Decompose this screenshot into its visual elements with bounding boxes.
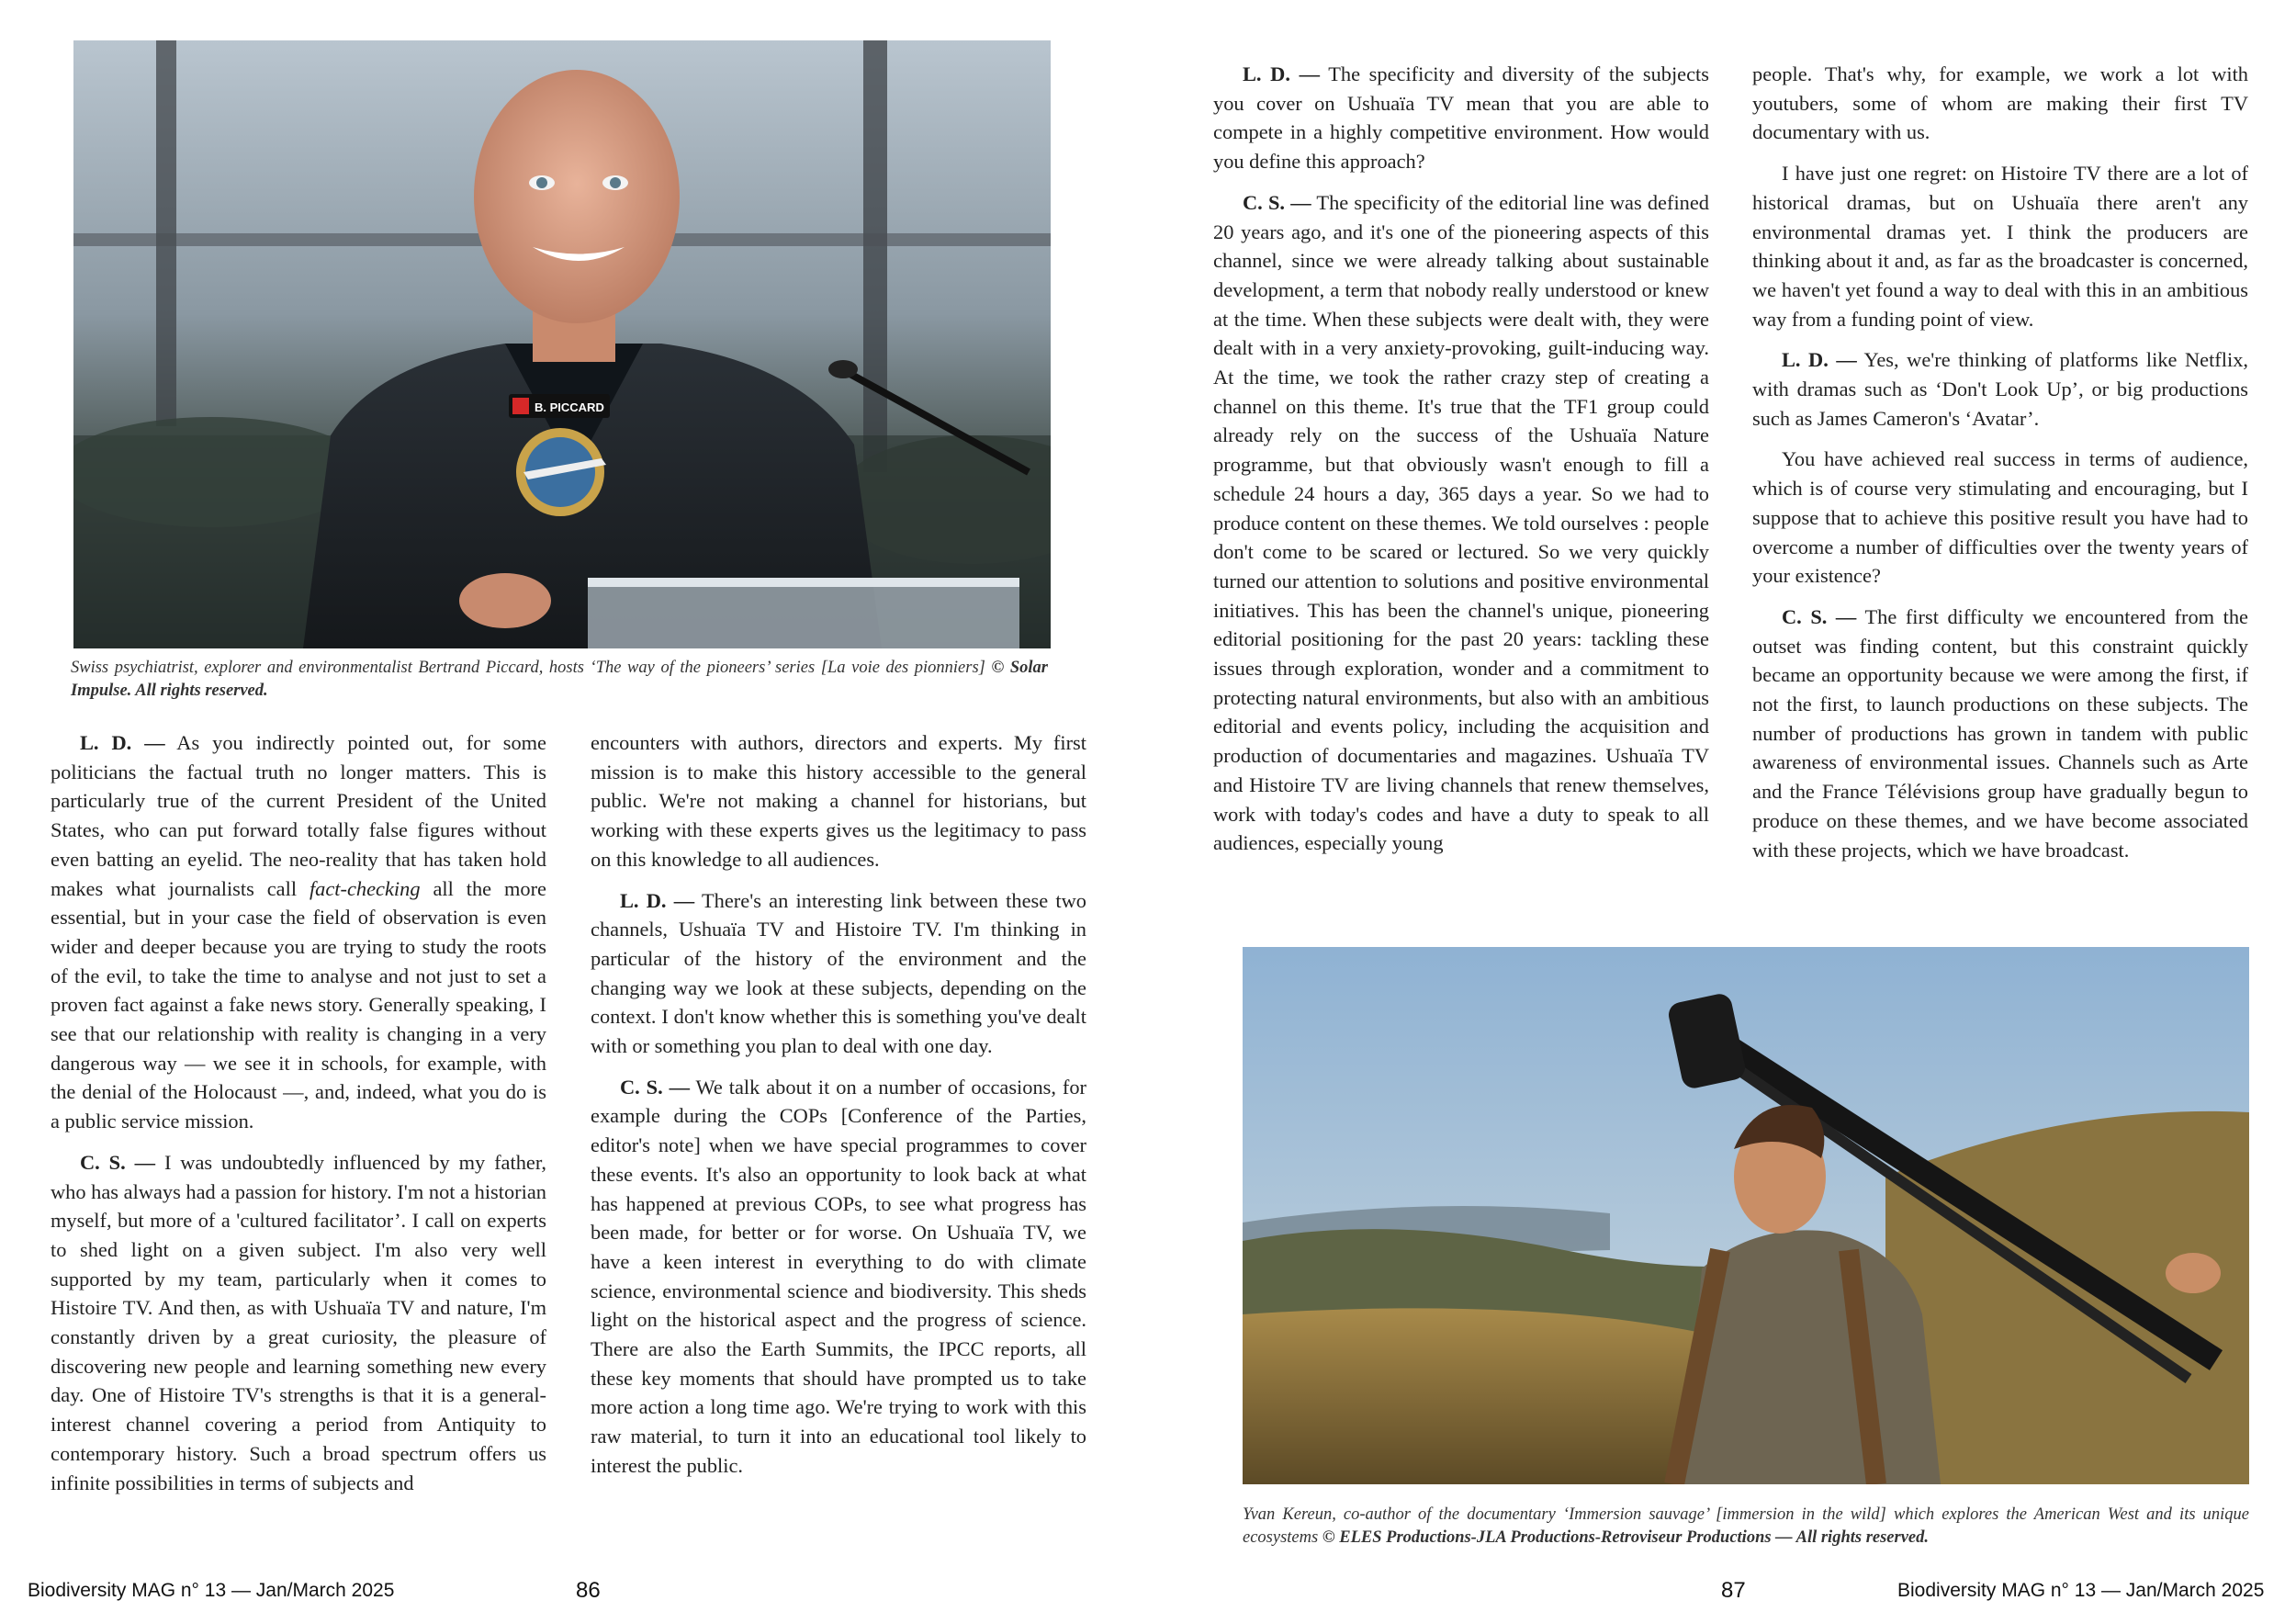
speaker-label: L. D. — — [620, 888, 695, 912]
paragraph-text: I have just one regret: on Histoire TV there are a lot of historical dramas, but on Ushuaïa there aren't any environmental dramas yet. I think the producers are thinking about it and, as far as the broadcaster is concerned, we haven't yet found a way to deal with this in an ambitious way from a funding point of view. — [1752, 162, 2248, 331]
paragraph-text: encounters with authors, directors and experts. My first mission is to make this history accessible to the general public. We're not making a channel for historians, but working with these experts gives us the legitimacy to pass on this knowledge to all audiences. — [591, 731, 1086, 871]
piccard-caption — [71, 657, 1048, 702]
kereun-photo — [1243, 947, 2249, 1484]
interview-paragraph — [1752, 603, 2248, 864]
kereun-photo-image — [1243, 947, 2249, 1484]
caption-text: Yvan Kereun, co-author of the documentary ‘Immersion sauvage’ [immersion in the wild] which explores the American West and its unique ecosystems — [1243, 1505, 2249, 1547]
left-column-2 — [591, 728, 1086, 1493]
paragraph-text: We talk about it on a number of occasions, for example during the COPs [Conference of the Parties, editor's note] when we have special programmes to cover these events. It's also an opportunity to look back at what has happened at previous COPs, to see what progress has been made, for better or for worse. On Ushuaïa TV, we have a keen interest in everything to do with climate science, environmental science and biodiversity. This sheds light on the historical aspect and the progress of science. There are also the Earth Summits, the IPCC reports, all these key moments that should have prompted us to take more action a long time ago. We're trying to work with this raw material, to turn it into an educational tool likely to interest the public. — [591, 1075, 1086, 1477]
caption-credit: © ELES Productions-JLA Productions-Retroviseur Productions — All rights reserved. — [1322, 1527, 1930, 1547]
interview-paragraph — [591, 886, 1086, 1061]
footer-right: Biodiversity MAG n° 13 — Jan/March 2025 — [1897, 1580, 2265, 1601]
right-page — [1148, 0, 2296, 1623]
paragraph-text: people. That's why, for example, we work a lot with youtubers, some of whom are making their first TV documentary with us. — [1752, 62, 2248, 144]
paragraph-text: I was undoubtedly influenced by my father, who has always had a passion for history. I'm not a historian myself, but more of a 'cultured facilitator’. I call on experts to shed light on a given subject. I'm also very well supported by my team, particularly when it comes to Histoire TV. And then, as with Ushuaïa TV and nature, I'm constantly driven by a great curiosity, the pleasure of discovering new people and learning something new every day. One of Histoire TV's strengths is that it is a general-interest channel covering a period from Antiquity to contemporary history. Such a broad spectrum offers us infinite possibilities in terms of subjects and — [51, 1150, 546, 1494]
interview-paragraph — [1752, 60, 2248, 147]
interview-paragraph — [1752, 345, 2248, 433]
right-column-2 — [1752, 60, 2248, 876]
paragraph-text: As you indirectly pointed out, for some politicians the factual truth no longer matters. This is particularly true of the current President of the United States, who can put forward totally false figures without even batting an eyelid. The neo-reality that has taken hold makes what journalists call — [51, 731, 546, 900]
name-badge: B. PICCARD — [535, 400, 604, 414]
speaker-label: L. D. — — [80, 731, 165, 754]
speaker-label: C. S. — — [1782, 604, 1857, 628]
interview-paragraph — [1752, 445, 2248, 591]
piccard-photo — [73, 40, 1051, 648]
paragraph-text: Yes, we're thinking of platforms like Netflix, with dramas such as ‘Don't Look Up’, or big productions such as James Cameron's ‘Avatar’. — [1752, 348, 2249, 430]
paragraph-text: The first difficulty we encountered from the outset was finding content, but this constraint quickly became an opportunity because we were among the first, if not the first, to launch productions on these subjects. The number of productions has grown in tandem with public awareness of environmental issues. Channels such as Arte and the France Télévisions group have gradually begun to produce on these themes, and we have become associated with these projects, which we have broadcast. — [1752, 604, 2249, 862]
interview-paragraph — [1213, 60, 1709, 176]
speaker-label: C. S. — — [1243, 190, 1311, 214]
right-column-1 — [1213, 60, 1709, 870]
caption-text: Swiss psychiatrist, explorer and environmentalist Bertrand Piccard, hosts ‘The way of the pioneers’ series [La voie des pionniers] — [71, 659, 992, 677]
interview-paragraph — [591, 728, 1086, 874]
kereun-caption — [1243, 1504, 2249, 1549]
interview-paragraph — [1213, 188, 1709, 858]
paragraph-text: The specificity and diversity of the subjects you cover on Ushuaïa TV mean that you are able to compete in a highly competitive environment. How would you define this approach? — [1213, 62, 1709, 174]
interview-paragraph — [591, 1073, 1086, 1481]
footer-left: Biodiversity MAG n° 13 — Jan/March 2025 — [28, 1580, 395, 1601]
caption-credit: © Solar Impulse. All rights reserved. — [71, 659, 1048, 700]
speaker-label: C. S. — — [80, 1150, 156, 1174]
speaker-label: C. S. — — [620, 1075, 691, 1099]
interview-paragraph — [1752, 159, 2248, 333]
page-number-87: 87 — [1721, 1578, 1746, 1603]
emphasized-text: fact-checking — [309, 876, 421, 900]
speaker-label: L. D. — — [1243, 62, 1320, 85]
left-column-1 — [51, 728, 546, 1509]
piccard-photo-image — [73, 40, 1051, 648]
paragraph-text: all the more essential, but in your case the field of observation is even wider and deeper because you are trying to study the roots of the evil, to take the time to analyse and not just to set a proven fact against a fake news story. Generally speaking, I see that our relationship with reality is changing in a very dangerous way — we see it in schools, for example, with the denial of the Holocaust —, and, indeed, what you do is a public service mission. — [51, 876, 546, 1133]
paragraph-text: The specificity of the editorial line was defined 20 years ago, and it's one of the pioneering aspects of this channel, since we were already talking about sustainable development, a term that nobody really understood or knew at the time. When these subjects were dealt with, they were dealt with in a very anxiety-provoking, guilt-inducing way. At the time, we took the rather crazy step of creating a channel on this theme. It's true that the TF1 group could already rely on the success of the Ushuaïa Nature programme, but that obviously wasn't enough to fill a schedule 24 hours a day, 365 days a year. So we had to produce content on these themes. We told ourselves : people don't come to be scared or lectured. So we very quickly turned our attention to solutions and positive environmental initiatives. This has been the channel's unique, pioneering editorial positioning for the past 20 years: tackling these issues through exploration, wonder and a commitment to protecting natural environments, but also with an ambitious editorial and events policy, including the acquisition and production of documentaries and magazines. Ushuaïa TV and Histoire TV are living channels that renew themselves, work with today's codes and have a duty to speak to all audiences, especially young — [1213, 190, 1710, 855]
interview-paragraph — [51, 728, 546, 1136]
interview-paragraph — [51, 1148, 546, 1497]
paragraph-text: There's an interesting link between these two channels, Ushuaïa TV and Histoire TV. I'm thinking in particular of the history of the environment and the changing way we look at these subjects, depending on the context. I don't know whether this is something you've dealt with or something you plan to deal with one day. — [591, 888, 1086, 1058]
paragraph-text: You have achieved real success in terms of audience, which is of course very stimulating and encouraging, but I suppose that to achieve this positive result you have had to overcome a number of difficulties over the twenty years of your existence? — [1752, 447, 2248, 588]
speaker-label: L. D. — — [1782, 348, 1857, 372]
page-number-86: 86 — [576, 1578, 601, 1603]
